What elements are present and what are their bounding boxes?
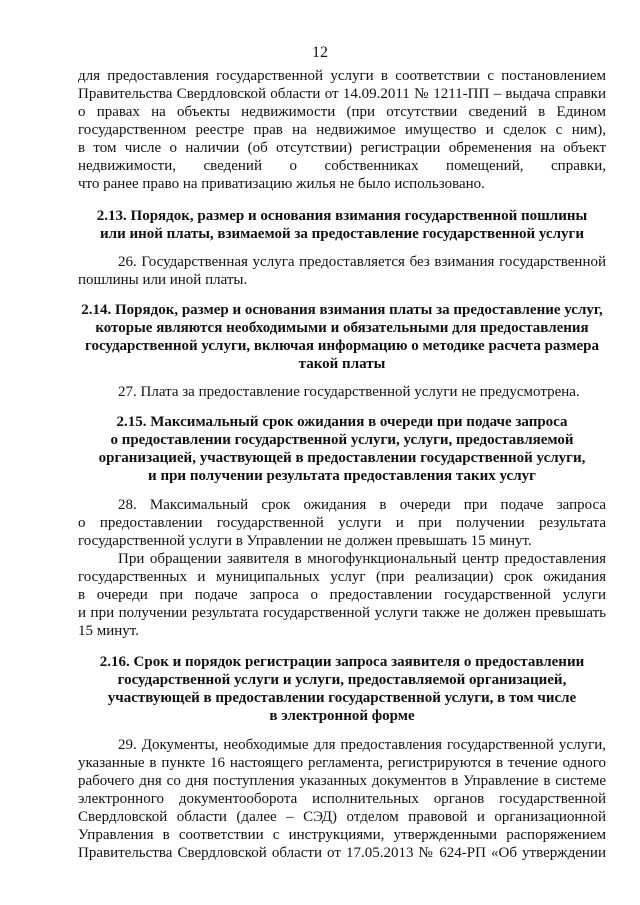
paragraph-29: 29. Документы, необходимые для предоставления государственной услуги, — [118, 737, 606, 753]
paragraph-29: электронного документооборота исполнительных органов государственной — [78, 791, 606, 807]
paragraph-29: рабочего дня со дня поступления указанных документов в Управление в системе — [78, 773, 606, 789]
paragraph-28b: государственных и муниципальных услуг (при реализации) срок ожидания — [78, 569, 606, 585]
intro-line: для предоставления государственной услуги в соответствии с постановлением — [78, 68, 606, 84]
section-heading: или иной платы, взимаемой за предоставление государственной услуги — [100, 226, 584, 242]
intro-line: что ранее право на приватизацию жилья не было использовано. — [78, 176, 485, 192]
paragraph-29: Правительства Свердловской области от 17.05.2013 № 624-РП «Об утверждении — [78, 845, 606, 861]
intro-line: в том числе о наличии (об отсутствии) регистрации обременения на объект — [78, 140, 606, 156]
paragraph-29: указанные в пункте 16 настоящего регламента, регистрируются в течение одного — [78, 755, 606, 771]
section-heading: участвующей в предоставлении государственной услуги, в том числе — [107, 690, 577, 706]
intro-line: Правительства Свердловской области от 14.09.2011 № 1211-ПП – выдача справки — [78, 86, 606, 102]
section-heading: такой платы — [298, 356, 386, 372]
section-heading: 2.13. Порядок, размер и основания взимания государственной пошлины — [96, 208, 588, 224]
paragraph-28: 28. Максимальный срок ожидания в очереди при подаче запроса — [118, 497, 606, 513]
section-heading: 2.16. Срок и порядок регистрации запроса заявителя о предоставлении — [99, 654, 585, 670]
section-heading: и при получении результата предоставления таких услуг — [148, 468, 536, 484]
section-heading: 2.15. Максимальный срок ожидания в очереди при подаче запроса — [116, 414, 568, 430]
section-heading: о предоставлении государственной услуги, услуги, предоставляемой — [110, 432, 574, 448]
paragraph-28b: При обращении заявителя в многофункциональный центр предоставления — [118, 551, 606, 567]
section-heading: которые являются необходимыми и обязательными для предоставления — [95, 320, 589, 336]
section-heading: 2.14. Порядок, размер и основания взимания платы за предоставление услуг, — [81, 302, 603, 318]
paragraph-28: государственной услуги в Управлении не должен превышать 15 минут. — [78, 533, 532, 549]
section-heading: в электронной форме — [269, 708, 415, 724]
paragraph-26: пошлины или иной платы. — [78, 272, 248, 288]
paragraph-29: Свердловской области (далее – СЭД) отделом правовой и организационной — [78, 809, 606, 825]
section-heading: государственной услуги и услуги, предоставляемой организацией, — [117, 672, 567, 688]
intro-line: недвижимости, сведений о собственниках помещений, справки, — [78, 158, 606, 174]
paragraph-28b: в очереди при подаче запроса о предоставлении государственной услуги — [78, 587, 606, 603]
page-number: 12 — [312, 44, 328, 61]
paragraph-28: о предоставлении государственной услуги и при получении результата — [78, 515, 606, 531]
paragraph-27: 27. Плата за предоставление государственной услуги не предусмотрена. — [118, 384, 580, 400]
paragraph-28b: и при получении результата государственной услуги также не должен превышать — [78, 605, 606, 621]
intro-line: государственном реестре прав на недвижимое имущество и сделок с ним), — [78, 122, 606, 138]
paragraph-26: 26. Государственная услуга предоставляется без взимания государственной — [118, 254, 606, 270]
paragraph-28b: 15 минут. — [78, 623, 139, 639]
intro-line: о правах на объекты недвижимости (при отсутствии сведений в Едином — [78, 104, 606, 120]
section-heading: организацией, участвующей в предоставлении государственной услуги, — [98, 450, 586, 466]
paragraph-29: Управления в соответствии с инструкциями, утвержденными распоряжением — [78, 827, 606, 843]
section-heading: государственной услуги, включая информацию о методике расчета размера — [85, 338, 599, 354]
